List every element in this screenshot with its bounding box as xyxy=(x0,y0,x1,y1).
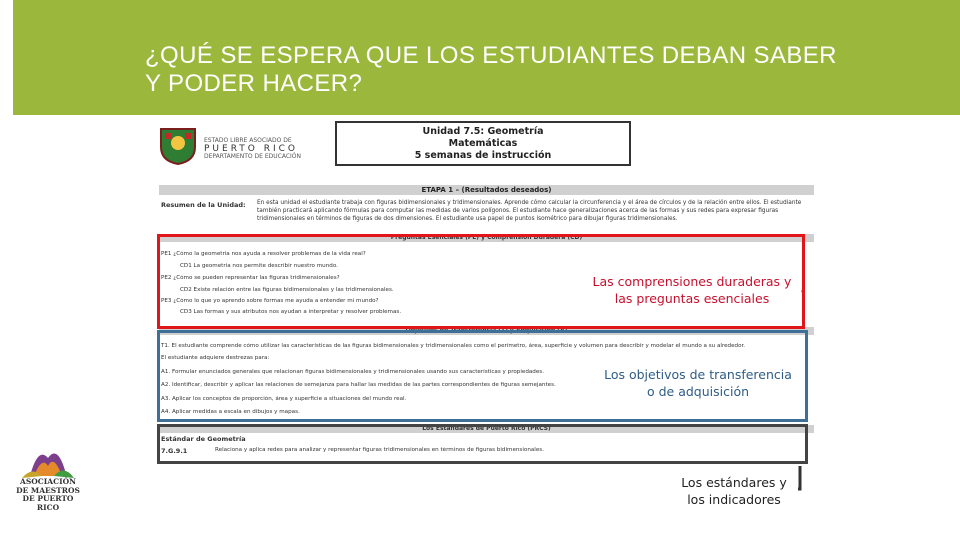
objective-line: El estudiante adquiere destrezas para: xyxy=(161,355,270,361)
question-line: CD3 Las formas y sus atributos nos ayudan a interpretar y resolver problemas. xyxy=(180,309,402,315)
stage-header: ETAPA 1 – (Resultados deseados) xyxy=(159,185,814,195)
standards-label: Estándar de Geometría xyxy=(161,435,246,443)
questions-header: Preguntas Esenciales (PE) y Comprensión Duradera (CD) xyxy=(159,234,814,242)
summary-label: Resumen de la Unidad: xyxy=(161,201,246,209)
agency-line3: DEPARTAMENTO DE EDUCACIÓN xyxy=(204,153,302,160)
standard-code: 7.G.9.1 xyxy=(161,447,188,455)
unit-line1: Unidad 7.5: Geometría xyxy=(422,126,544,137)
question-line: CD2 Existe relación entre las figuras bidimensionales y las tridimensionales. xyxy=(180,287,394,293)
objectives-header: Objetivos de Transferencia (T) y Adquisición (A) xyxy=(159,327,814,335)
standard-text: Relaciona y aplica redes para analizar y representar figuras tridimensionales en términos de figuras bidimensionales. xyxy=(215,447,544,453)
agency-line2: PUERTO RICO xyxy=(204,144,299,154)
slide-title: ¿QUÉ SE ESPERA QUE LOS ESTUDIANTES DEBAN SABER Y PODER HACER? xyxy=(145,42,837,97)
objective-line: A4. Aplicar medidas a escala en dibujos y mapas. xyxy=(161,409,300,415)
logo-line2: DE MAESTROS xyxy=(16,485,80,495)
question-line: PE3 ¿Cómo lo que yo aprendo sobre formas me ayuda a entender mi mundo? xyxy=(161,298,379,304)
question-line: CD1 La geometría nos permite describir nuestro mundo. xyxy=(180,263,338,269)
objective-line: A1. Formular enunciados generales que relacionan figuras bidimensionales y tridimensionales usando sus características y propiedades. xyxy=(161,369,544,375)
question-line: PE1 ¿Cómo la geometría nos ayuda a resolver problemas de la vida real? xyxy=(161,251,366,257)
unit-line3: 5 semanas de instrucción xyxy=(414,150,552,161)
unit-line2: Matemáticas xyxy=(448,138,518,149)
question-line: PE2 ¿Cómo se pueden representar las figuras tridimensionales? xyxy=(161,275,340,281)
summary-text: En esta unidad el estudiante trabaja con figuras bidimensionales y tridimensionales. Aprende cómo calcular la circunferencia y el área de círculos y de la relación entre ellos. El estudiante también practicará aplicando fórmulas para computar las medidas de varios polígonos. El estudiante hace generalizaciones acerca de las formas y sus redes para expresar figuras tridimensionales en términos de figuras de dos dimensiones. El estudiante usa papel de puntos isométrico para dibujar figuras tridimensionales. xyxy=(257,200,802,222)
objective-line: T1. El estudiante comprende cómo utilizar las características de las figuras bidimensionales y tridimensionales como el perímetro, área, superficie y volumen para describir y modelar el mundo a su alrededor. xyxy=(161,343,746,349)
objective-line: A3. Aplicar los conceptos de proporción, área y superficie a situaciones del mundo real. xyxy=(161,396,407,402)
association-logo-text xyxy=(12,478,84,512)
understandings-callout: Las comprensiones duraderas y las preguntas esenciales xyxy=(583,273,801,307)
objectives-callout: Los objetivos de transferencia o de adquisición xyxy=(598,366,798,400)
logo-line1: ASOCIACIÓN xyxy=(20,477,76,486)
logo-line3: DE PUERTO RICO xyxy=(22,494,74,512)
standards-header: Los Estándares de Puerto Rico (PRCS) xyxy=(159,425,814,433)
standards-callout: Los estándares y los indicadores xyxy=(670,474,798,508)
agency-line1: ESTADO LIBRE ASOCIADO DE xyxy=(204,137,292,144)
objective-line: A2. Identificar, describir y aplicar las relaciones de semejanza para hallar las medidas de las partes correspondientes de figuras semejantes. xyxy=(161,382,556,388)
